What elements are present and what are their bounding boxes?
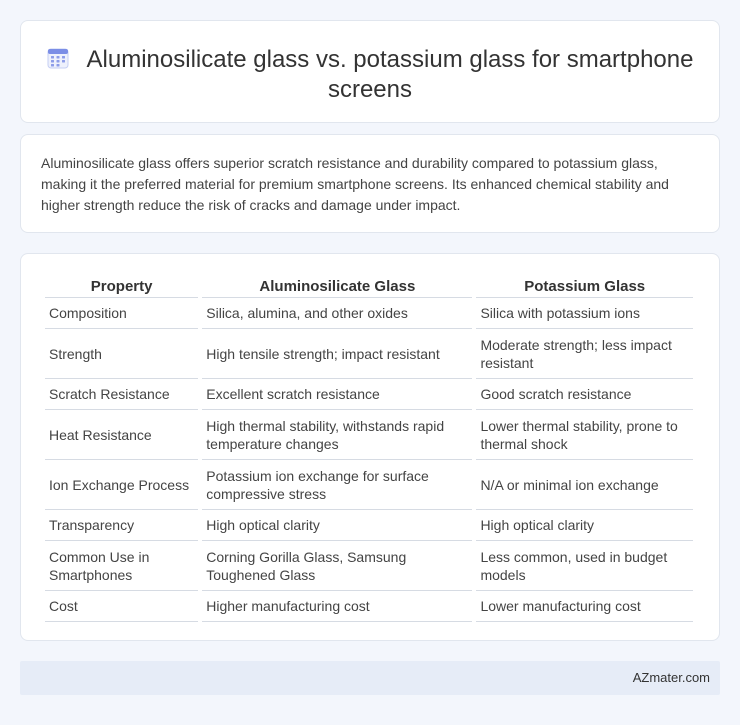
aluminosilicate-cell: Potassium ion exchange for surface compressive stress bbox=[202, 460, 472, 510]
potassium-cell: Silica with potassium ions bbox=[476, 298, 693, 329]
potassium-cell: Less common, used in budget models bbox=[476, 541, 693, 591]
aluminosilicate-cell: Higher manufacturing cost bbox=[202, 591, 472, 622]
table-row bbox=[45, 410, 693, 460]
column-header-potassium: Potassium Glass bbox=[476, 274, 693, 298]
aluminosilicate-cell: Excellent scratch resistance bbox=[202, 379, 472, 410]
table-row bbox=[45, 460, 693, 510]
table-row bbox=[45, 329, 693, 379]
table-header-row bbox=[45, 274, 693, 298]
table-row bbox=[45, 510, 693, 541]
comparison-table bbox=[41, 274, 697, 622]
intro-card bbox=[20, 134, 720, 233]
property-cell: Composition bbox=[45, 298, 198, 329]
table-row bbox=[45, 541, 693, 591]
table-row bbox=[45, 379, 693, 410]
property-cell: Transparency bbox=[45, 510, 198, 541]
potassium-cell: Lower manufacturing cost bbox=[476, 591, 693, 622]
footer-bar bbox=[20, 661, 720, 695]
comparison-card bbox=[20, 253, 720, 641]
intro-paragraph: Aluminosilicate glass offers superior scratch resistance and durability compared to potassium glass, making it the preferred material for premium smartphone screens. Its enhanced chemical stability and higher strength reduce the risk of cracks and damage under impact. bbox=[41, 155, 669, 213]
potassium-cell: Lower thermal stability, prone to thermal shock bbox=[476, 410, 693, 460]
table-row bbox=[45, 591, 693, 622]
property-cell: Scratch Resistance bbox=[45, 379, 198, 410]
page-title: Aluminosilicate glass vs. potassium glass for smartphone screens bbox=[86, 46, 694, 103]
column-header-aluminosilicate: Aluminosilicate Glass bbox=[202, 274, 472, 298]
aluminosilicate-cell: High thermal stability, withstands rapid temperature changes bbox=[202, 410, 472, 460]
property-cell: Cost bbox=[45, 591, 198, 622]
title-card bbox=[20, 20, 720, 123]
property-cell: Ion Exchange Process bbox=[45, 460, 198, 510]
aluminosilicate-cell: High optical clarity bbox=[202, 510, 472, 541]
potassium-cell: N/A or minimal ion exchange bbox=[476, 460, 693, 510]
potassium-cell: Good scratch resistance bbox=[476, 379, 693, 410]
aluminosilicate-cell: High tensile strength; impact resistant bbox=[202, 329, 472, 379]
potassium-cell: Moderate strength; less impact resistant bbox=[476, 329, 693, 379]
aluminosilicate-cell: Silica, alumina, and other oxides bbox=[202, 298, 472, 329]
property-cell: Common Use in Smartphones bbox=[45, 541, 198, 591]
table-row bbox=[45, 298, 693, 329]
footer-brand[interactable]: AZmater.com bbox=[632, 670, 710, 685]
property-cell: Strength bbox=[45, 329, 198, 379]
potassium-cell: High optical clarity bbox=[476, 510, 693, 541]
calendar-icon bbox=[47, 47, 69, 69]
column-header-property: Property bbox=[45, 274, 198, 298]
page-title-wrap bbox=[21, 45, 719, 105]
aluminosilicate-cell: Corning Gorilla Glass, Samsung Toughened Glass bbox=[202, 541, 472, 591]
property-cell: Heat Resistance bbox=[45, 410, 198, 460]
